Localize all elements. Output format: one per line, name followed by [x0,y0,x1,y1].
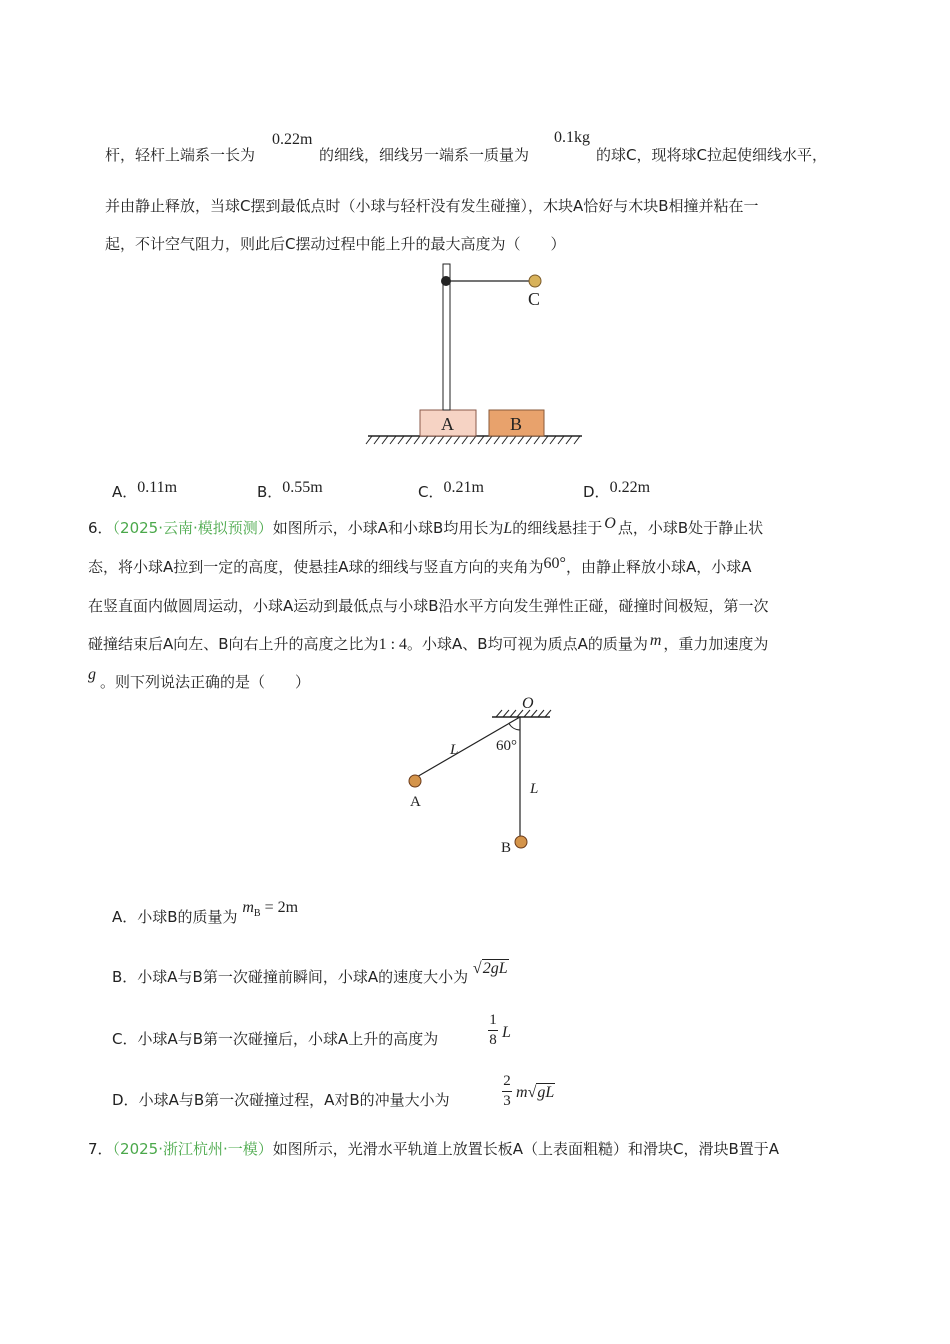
fraction-den: 3 [503,1093,511,1109]
option-text: 小球B的质量为 [137,908,238,926]
label-b: B [510,414,523,434]
option-letter: A． [112,908,138,926]
symbol-g: g [88,666,96,683]
option-letter: C． [418,483,444,501]
q5-length-value: 0.22m [272,131,313,148]
q5-line3: 起，不计空气阻力，则此后C摆动过程中能上升的最大高度为（ ） [105,235,566,253]
q5-option-d[interactable] [583,481,650,502]
q6-text: 碰撞结束后A向左、B向右上升的高度之比为 [88,635,379,653]
option-value: 0.11m [137,479,178,496]
q5-line1-b: 的细线，细线另一端系一质量为 [319,146,530,164]
label-l-right: L [530,781,539,797]
symbol-m: m [516,1084,528,1101]
symbol-l: L [503,520,513,537]
q6-text: 态，将小球A拉到一定的高度，使悬挂A球的细线与竖直方向的夹角为 [88,558,544,576]
ball-c [529,275,541,287]
q6-source: （2025·云南·模拟预测） [112,519,273,537]
option-letter: A． [112,483,138,501]
fraction-2-3 [502,1074,512,1109]
option-d-math: m√gL [516,1084,555,1101]
label-l-left: L [450,742,459,758]
q6-option-a[interactable] [112,899,299,929]
q6-text: 如图所示，小球A和小球B均用长为 [272,519,504,537]
option-letter: C． [112,1030,138,1048]
label-a: A [441,414,454,434]
q6-line4 [88,633,768,654]
ball-b [515,836,527,848]
option-value: 0.55m [282,479,323,496]
option-c-math: L [502,1024,511,1041]
angle-value: 60° [543,555,566,572]
q6-text: 。小球A、B均可视为质点A的质量为 [407,635,648,653]
option-text: 小球A与B第一次碰撞后，小球A上升的高度为 [137,1030,439,1048]
label-b: B [501,840,512,856]
option-text: 小球A与B第一次碰撞过程，A对B的冲量大小为 [138,1091,450,1109]
q7-number: 7． [88,1140,113,1158]
fraction-num: 2 [503,1073,511,1089]
q5-mass-value: 0.1kg [554,129,590,146]
q6-option-c[interactable] [112,1028,438,1049]
option-value: 0.21m [443,479,484,496]
option-math-rest: = 2m [260,899,299,916]
option-math: $m_B = 2m$ [242,899,299,920]
pivot-dot [441,276,451,286]
fraction-1-8 [488,1013,498,1048]
symbol-o: O [604,515,616,532]
option-letter: B． [257,483,283,501]
q5-line2: 并由静止释放，当球C摆到最低点时（小球与轻杆没有发生碰撞），木块A恰好与木块B相撞并粘在一 [105,197,759,215]
label-a: A [410,794,421,810]
option-letter: B． [112,968,138,986]
label-c: C [528,289,541,309]
q6-line5 [88,666,311,692]
option-text: 小球A与B第一次碰撞前瞬间，小球A的速度大小为 [137,968,469,986]
symbol-m: m [649,632,662,649]
q5-pendulum-figure [360,258,590,450]
q5-line1-c: 的球C，现将球C拉起使细线水平， [596,146,827,164]
q5-option-c[interactable] [418,481,484,502]
q5-line1-a: 杆，轻杆上端系一长为 [105,146,256,164]
option-value: 0.22m [609,479,651,496]
angle-arc [509,724,520,731]
q6-pendulum-figure [400,694,560,860]
sqrt-expression: √2gL [472,960,508,977]
label-o: O [522,695,534,712]
q6-number: 6． [88,519,113,537]
option-letter: D． [112,1091,139,1109]
q5-option-a[interactable] [112,481,177,502]
fraction-num: 1 [489,1012,497,1028]
ratio-value: 1 : 4 [378,636,408,653]
ball-a [409,775,421,787]
q5-option-b[interactable] [257,481,323,502]
q6-text: 。则下列说法正确的是（ ） [100,673,311,691]
q6-option-d[interactable] [112,1089,450,1110]
sqrt-radicand: gL [537,1084,555,1101]
q6-text: 点，小球B处于静止状 [617,519,764,537]
q6-line2 [88,556,751,577]
q7-source: （2025·浙江杭州·一模） [112,1140,273,1158]
q7-text: 如图所示，光滑水平轨道上放置长板A（上表面粗糙）和滑块C，滑块B置于A [272,1140,780,1158]
label-angle: 60° [496,738,517,754]
q6-line1 [88,517,763,538]
q6-option-b[interactable] [112,960,509,987]
q6-text: ，由静止释放小球A，小球A [565,558,752,576]
q6-line3: 在竖直面内做圆周运动，小球A运动到最低点与小球B沿水平方向发生弹性正碰，碰撞时间极短，第一次 [88,597,769,615]
option-letter: D． [583,483,610,501]
q7-line1 [88,1138,779,1159]
q6-text: ，重力加速度为 [663,635,769,653]
q6-text: 的细线悬挂于 [512,519,603,537]
fraction-den: 8 [489,1032,497,1048]
option-math-sub: B [253,908,261,920]
sqrt-radicand: 2gL [482,960,508,977]
